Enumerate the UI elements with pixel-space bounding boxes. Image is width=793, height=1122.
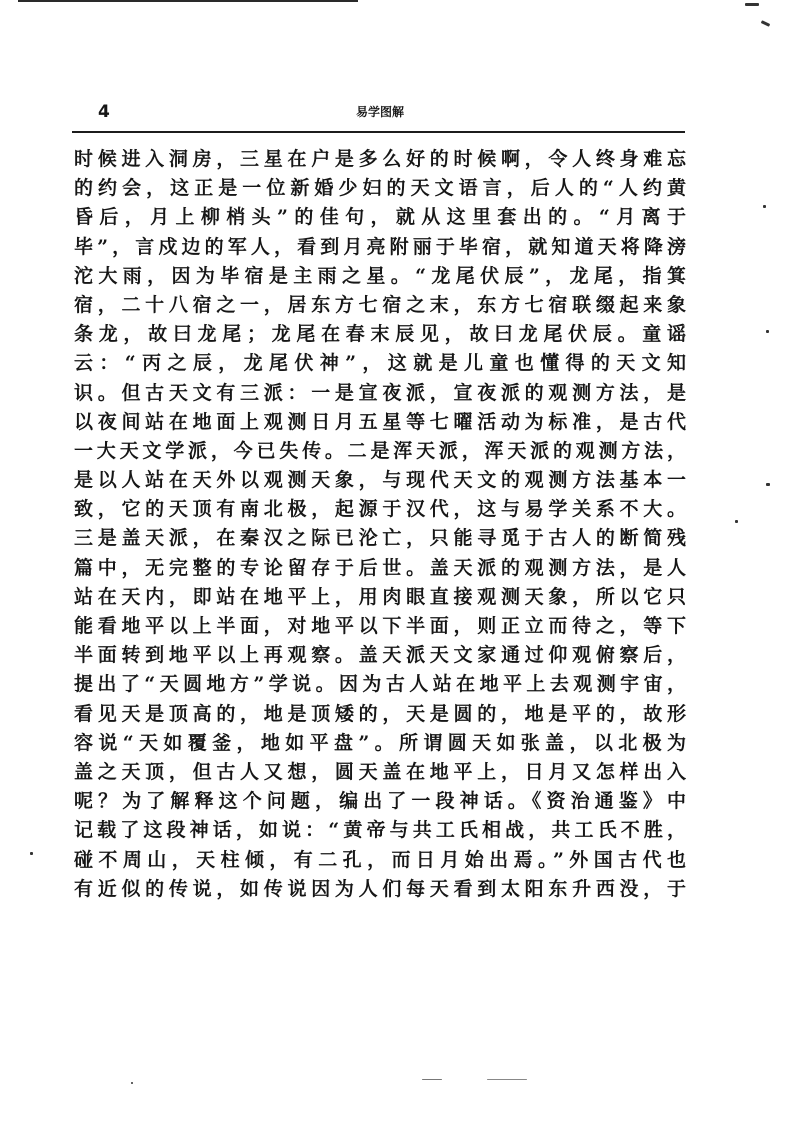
text-line: 能看地平以上半面，对地平以下半面，则正立而待之，等下 bbox=[74, 615, 686, 637]
text-line: 沱大雨，因为毕宿是主雨之星。“龙尾伏辰”，龙尾，指箕 bbox=[74, 264, 686, 287]
text-line: 记载了这段神话，如说：“黄帝与共工氏相战，共工氏不胜， bbox=[74, 819, 686, 842]
scan-speck bbox=[745, 3, 759, 6]
text-line: 呢？为了解释这个问题，编出了一段神话。《资治通鉴》中 bbox=[74, 790, 686, 813]
text-line: 云：“丙之辰，龙尾伏神”，这就是儿童也懂得的天文知 bbox=[74, 352, 686, 375]
text-line: 站在天内，即站在地平上，用肉眼直接观测天象，所以它只 bbox=[74, 585, 686, 608]
text-line: 条龙，故曰龙尾；龙尾在春末辰见，故曰龙尾伏辰。童谣 bbox=[74, 323, 686, 346]
text-line: 一大天文学派，今已失传。二是浑天派，浑天派的观测方法， bbox=[74, 439, 686, 462]
book-title: 易学图解 bbox=[355, 105, 404, 119]
text-line: 以夜间站在地面上观测日月五星等七曜活动为标准，是古代 bbox=[74, 410, 686, 433]
text-line: 容说“天如覆釜，地如平盘”。所谓圆天如张盖，以北极为 bbox=[74, 731, 686, 754]
body-text bbox=[74, 145, 686, 904]
scan-speck bbox=[30, 852, 33, 855]
text-line: 三是盖天派，在秦汉之际已沦亡，只能寻觅于古人的断简残 bbox=[74, 527, 686, 550]
scan-speck bbox=[131, 1082, 133, 1084]
page-header bbox=[80, 100, 680, 130]
text-line: 昏后，月上柳梢头”的佳句，就从这里套出的。“月离于 bbox=[74, 206, 686, 229]
text-line: 篇中，无完整的专论留存于后世。盖天派的观测方法，是人 bbox=[74, 556, 686, 579]
text-line: 有近似的传说，如传说因为人们每天看到太阳东升西没，于 bbox=[74, 877, 686, 900]
text-line: 提出了“天圆地方”学说。因为古人站在地平上去观测宇宙， bbox=[74, 673, 686, 696]
text-line: 半面转到地平以上再观察。盖天派天文家通过仰观俯察后， bbox=[74, 644, 686, 667]
text-line: 致，它的天顶有南北极，起源于汉代，这与易学关系不大。 bbox=[74, 498, 686, 521]
text-line: 毕”，言戍边的军人，看到月亮附丽于毕宿，就知道天将降滂 bbox=[74, 235, 686, 258]
header-rule bbox=[72, 131, 685, 133]
text-line: 是以人站在天外以观测天象，与现代天文的观测方法基本一 bbox=[74, 469, 686, 492]
text-line: 时候进入洞房，三星在户是多么好的时候啊，令人终身难忘 bbox=[74, 148, 686, 170]
scan-speck bbox=[766, 483, 770, 486]
page-number: 4 bbox=[98, 102, 110, 122]
scan-speck bbox=[487, 1079, 527, 1080]
scan-speck bbox=[735, 520, 738, 523]
text-line: 的约会，这正是一位新婚少妇的天文语言，后人的“人约黄 bbox=[74, 177, 686, 200]
scan-speck bbox=[761, 20, 770, 27]
scan-speck bbox=[422, 1079, 442, 1080]
scan-speck bbox=[763, 205, 766, 208]
scan-speck bbox=[766, 330, 769, 333]
text-line: 识。但古天文有三派：一是宣夜派，宣夜派的观测方法，是 bbox=[74, 381, 686, 404]
text-line: 宿，二十八宿之一，居东方七宿之末，东方七宿联缀起来象 bbox=[74, 293, 686, 316]
scan-edge-line bbox=[18, 0, 358, 2]
text-line: 看见天是顶高的，地是顶矮的，天是圆的，地是平的，故形 bbox=[74, 702, 686, 725]
text-line: 碰不周山，天柱倾，有二孔，而日月始出焉。”外国古代也 bbox=[74, 848, 686, 871]
text-line: 盖之天顶，但古人又想，圆天盖在地平上，日月又怎样出入 bbox=[74, 760, 686, 783]
